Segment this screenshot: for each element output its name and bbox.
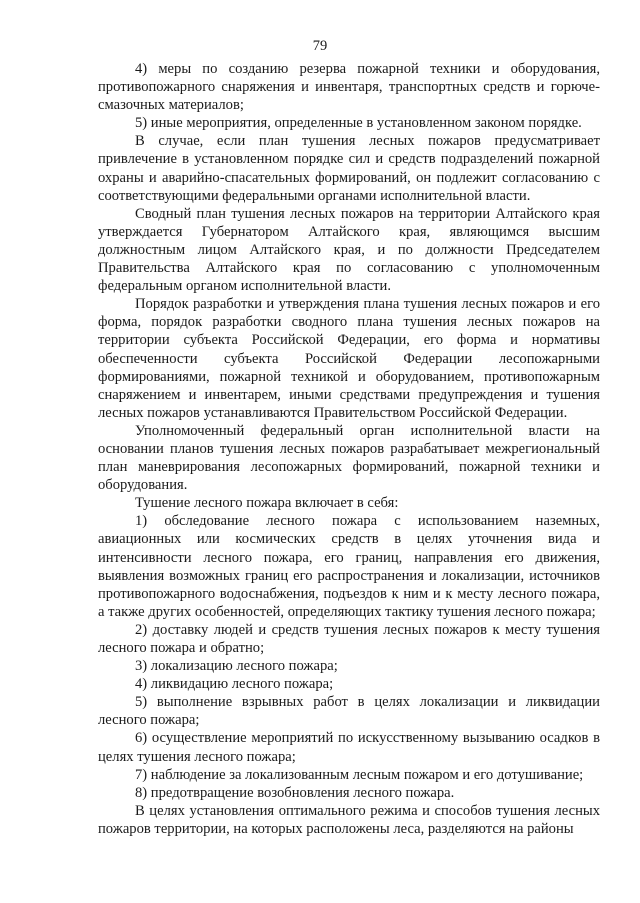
paragraph-firefighting-includes: Тушение лесного пожара включает в себя: (135, 495, 399, 512)
paragraph-plan-approval-federal: В случае, если план тушения лесных пожаров предусматривает привлечение в установленном порядке сил и средств подразделений пожарной охраны и аварийно-спасательных формирований, он подлежит согласованию с соответствующими федеральными органами исполнительной власти. (98, 133, 600, 204)
document-body (98, 60, 600, 838)
paragraph-districts: В целях установления оптимального режима и способов тушения лесных пожаров территории, на которых расположены леса, разделяются на районы (98, 802, 600, 837)
paragraph-measures-reserve: 4) меры по созданию резерва пожарной техники и оборудования, противопожарного снаряжения и инвентаря, транспортных средств и горюче-смазочных материалов; (98, 61, 600, 114)
list-item-prevention: 8) предотвращение возобновления лесного пожара. (135, 784, 455, 801)
list-item-precipitation: 6) осуществление мероприятий по искусственному вызыванию осадков в целях тушения лесного пожара; (98, 730, 600, 765)
list-item-monitoring: 7) наблюдение за локализованным лесным пожаром и его дотушивание; (135, 766, 584, 783)
paragraph-consolidated-plan: Сводный план тушения лесных пожаров на территории Алтайского края утверждается Губернатором Алтайского края, являющимся высшим должностным лицом Алтайского края, и по должности Председателем Правительства Алтайского края по согласованию с уполномоченным федеральным органом исполнительной власти. (98, 205, 600, 295)
paragraph-other-measures: 5) иные мероприятия, определенные в установленном законом порядке. (135, 115, 582, 132)
list-item-localization: 3) локализацию лесного пожара; (135, 658, 338, 675)
list-item-delivery: 2) доставку людей и средств тушения лесных пожаров к месту тушения лесного пожара и обратно; (98, 621, 600, 656)
list-item-liquidation: 4) ликвидацию лесного пожара; (135, 676, 334, 693)
paragraph-plan-procedure: Порядок разработки и утверждения плана тушения лесных пожаров и его форма, порядок разработки сводного плана тушения лесных пожаров на территории субъекта Российской Федерации, его форма и нормативы обеспеченности субъекта Российской Федерации лесопожарными формированиями, пожарной техникой и оборудованием, противопожарным снаряжением и инвентарем, иными средствами предупреждения и тушения лесных пожаров устанавливаются Правительством Российской Федерации. (98, 296, 600, 421)
list-item-survey: 1) обследование лесного пожара с использованием наземных, авиационных или космических средств в целях уточнения вида и интенсивности лесного пожара, его границ, направления его движения, выявления возможных границ его распространения и локализации, источников противопожарного водоснабжения, подъездов к ним и к месту лесного пожара, а также других особенностей, определяющих тактику тушения лесного пожара; (98, 513, 600, 620)
page-number: 79 (312, 38, 328, 54)
list-item-blasting: 5) выполнение взрывных работ в целях локализации и ликвидации лесного пожара; (98, 694, 600, 729)
paragraph-interregional-plan: Уполномоченный федеральный орган исполнительной власти на основании планов тушения лесных пожаров разрабатывает межрегиональный план маневрирования лесопожарных формирований, пожарной техники и оборудования. (98, 422, 600, 494)
